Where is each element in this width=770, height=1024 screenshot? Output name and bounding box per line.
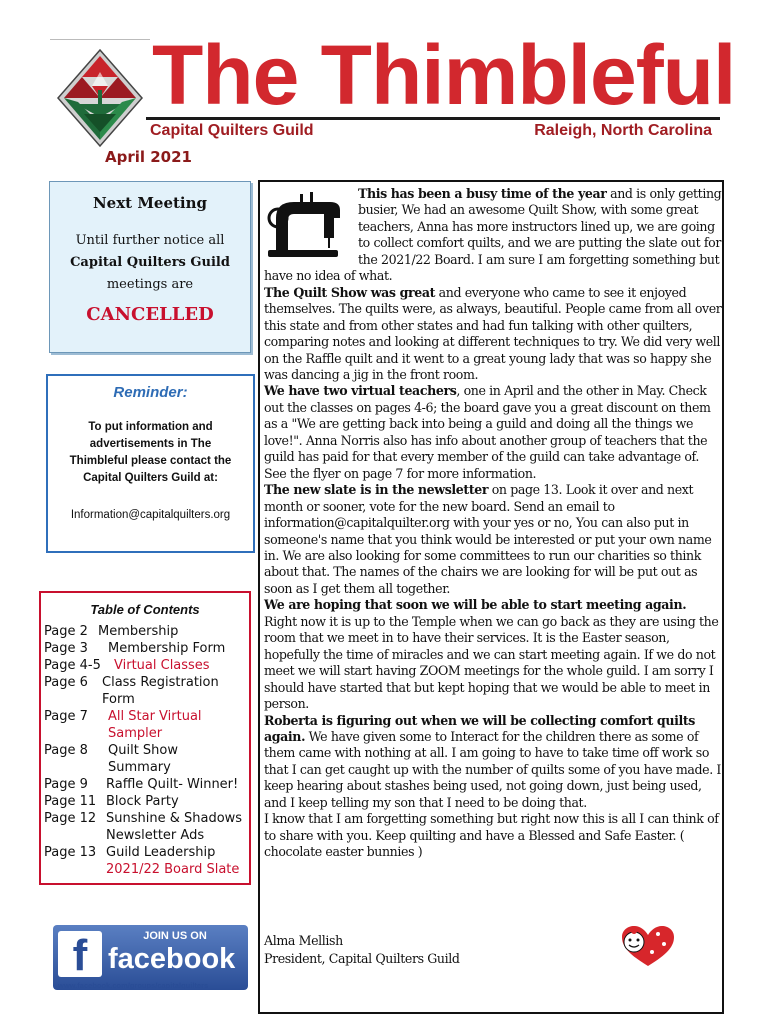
toc-title: Sunshine & Shadows Newsletter Ads [106,811,243,843]
toc-title: Membership [98,624,179,639]
paragraph-new-slate [264,482,722,597]
meeting-line-1: Until further notice all [75,233,225,248]
heart-clipart-icon [618,924,678,968]
toc-title: Quilt Show Summary [108,743,179,775]
sewing-machine-icon [264,188,352,260]
facebook-logo-icon: f [58,931,102,977]
top-rule [50,39,150,40]
toc-title: All Star Virtual Sampler [108,709,202,741]
lead-meeting-again: We are hoping that soon we will be able to start meeting again. [264,597,687,613]
signature-title: President, Capital Quilters Guild [264,951,460,966]
toc-item [44,776,249,793]
toc-item [44,844,249,861]
toc-item [44,708,249,742]
toc-title: Guild Leadership [106,845,216,860]
toc-page: Page 3 [44,641,88,656]
facebook-wordmark: facebook [108,943,236,975]
toc-title-extra: 2021/22 Board Slate [106,862,240,877]
lead-comfort-quilts: Roberta is figuring out when we will be collecting comfort quilts again. [264,712,695,744]
toc-heading: Table of Contents [90,602,200,617]
reminder-box [46,374,255,553]
toc-item-extra [44,861,249,878]
text-comfort-quilts: We have given some to Interact for the children there as some of them came with nothing at all. I am going to have to take time off work so that I can get caught up with the number of quilts some of you have made. I keep hearing about stashes being used, not going down, just being used, and I keep telling my son that I need to be doing that. [264,728,722,810]
toc-item [44,657,249,674]
table-of-contents [39,591,251,885]
toc-title: Block Party [106,794,179,809]
toc-page: Page 6 [44,675,88,690]
toc-title: Virtual Classes [114,658,210,673]
paragraph-virtual-teachers [264,383,722,482]
guild-name: Capital Quilters Guild [150,122,314,139]
lead-quilt-show: The Quilt Show was great [264,284,436,300]
toc-page: Page 13 [44,845,97,860]
toc-page: Page 9 [44,777,88,792]
toc-page: Page 2 [44,624,88,639]
toc-page: Page 11 [44,794,97,809]
text-new-slate: on page 13. Look it over and next month or sooner, vote for the new board. Send an email to information@capitalquilter.org with your yes or no, You can also put in someone's name that you think would be interested or put your own name in. We are also looking for some committees to run our charities so think about that. The names of the chairs we are looking for will be put out as soon as I get them all together. [264,482,712,596]
meeting-line-2: Capital Quilters Guild [70,255,230,270]
city-name: Raleigh, North Carolina [534,122,712,139]
toc-page: Page 7 [44,709,88,724]
reminder-line-3: Thimbleful please contact the [69,455,232,467]
meeting-status: CANCELLED [86,304,214,325]
quilt-block-logo-icon [52,42,148,154]
toc-item [44,640,249,657]
facebook-join-label: JOIN US ON [143,930,207,942]
lead-new-slate: The new slate is in the newsletter [264,482,489,498]
paragraph-comfort-quilts [264,713,722,812]
paragraph-closing: I know that I am forgetting something but right now this is all I can think of to share with you. Keep quilting and have a Blessed and Safe Easter. ( chocolate easter bunnies ) [264,811,719,860]
toc-page: Page 8 [44,743,88,758]
reminder-line-2: advertisements in The [89,438,212,450]
next-meeting-box [49,181,251,353]
reminder-line-4: Capital Quilters Guild at: [83,472,218,484]
next-meeting-heading: Next Meeting [92,194,208,212]
toc-page: Page 12 [44,811,97,826]
reminder-line-1: To put information and [88,421,213,433]
text-busy-time: and is only getting busier, We had an awesome Quilt Show, with some great teachers, Anna has more instructors lined up, we are going to collect comfort quilts, and we are putting the slate out for the 2021/22 Board. I am sure I am forgetting something but have no idea of what. [264,186,722,284]
signature-name: Alma Mellish [264,933,343,948]
toc-item [44,623,249,640]
toc-title: Membership Form [108,641,226,656]
toc-item [44,742,249,776]
lead-busy-time: This has been a busy time of the year [358,186,607,201]
toc-page: Page 4-5 [44,658,101,673]
toc-item [44,674,249,708]
toc-item [44,810,249,844]
toc-item [44,793,249,810]
meeting-line-3: meetings are [106,277,194,292]
lead-virtual-teachers: We have two virtual teachers [264,383,457,399]
text-quilt-show: and everyone who came to see it enjoyed themselves. The quilts were, as always, beautiful. People came from all over this state and from other states and had fun talking with other quilters, comparing notes and looking at different techniques to try. We did very well on the Raffle quilt and it went to a great young lady that was so happy she was dancing a jig in the front room. [264,284,722,382]
toc-title: Class Registration Form [102,675,219,707]
toc-title: Raffle Quilt- Winner! [106,777,239,792]
paragraph-quilt-show [264,285,722,384]
president-letter [264,186,722,861]
signature-block [264,932,460,968]
facebook-url-link[interactable]: www.facebook.com/groups/capitalquilters [58,981,209,990]
newsletter-title: The Thimbleful [152,28,736,122]
issue-date: April 2021 [105,148,192,166]
paragraph-meeting-again [264,597,722,712]
text-meeting-again: Right now it is up to the Temple when we can go back as they are using the room that we meet in to have their services. It is the Easter season, hopefully the time of miracles and we can start meeting again. If we do not meet we will start having ZOOM meetings for the whole guild. I am sorry I should have started that but kept hoping that we would be able to meet in person. [264,613,719,712]
reminder-email-link[interactable]: Information@capitalquilters.org [70,509,231,521]
reminder-heading: Reminder: [113,384,188,401]
text-virtual-teachers: , one in April and the other in May. Check out the classes on pages 4-6; the board gave you a great discount on them as a "We are getting back into being a guild and doing all the things we love!". Anna Norris also has info about another group of teachers that the guild has paid for that every member of the guild can take advantage of. See the flyer on page 7 for more information. [264,383,711,481]
